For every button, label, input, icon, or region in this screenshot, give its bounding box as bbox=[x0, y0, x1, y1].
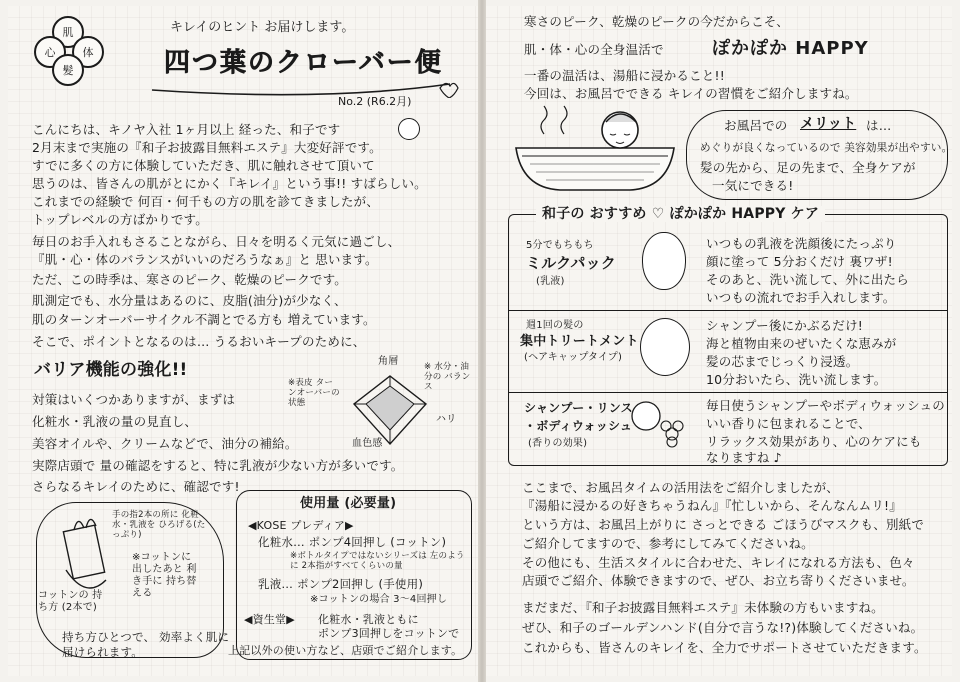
barrier-line: さらなるキレイのために、確認です! bbox=[32, 479, 240, 494]
clover-leaf-skin: 肌 bbox=[52, 16, 84, 48]
diagram-label-top: 角層 bbox=[378, 356, 399, 367]
issue-number: No.2 (R6.2月) bbox=[338, 95, 412, 108]
flower-bottle-icon bbox=[624, 396, 694, 458]
intro-line: 『肌・心・体のバランスがいいのだろうなぁ』と 思います。 bbox=[32, 252, 378, 267]
rec-name-milk-pack: ミルクパック bbox=[526, 254, 617, 272]
closing-line: ご紹介してますので、参考にしてみてくださいね。 bbox=[522, 536, 814, 551]
rec-kicker-shampoo: シャンプー・リンス bbox=[524, 401, 633, 415]
header-subtitle: キレイのヒント お届けします。 bbox=[170, 20, 355, 35]
merit-heading-suffix: は… bbox=[866, 118, 892, 133]
rec-sub: (ヘアキャップタイプ) bbox=[524, 352, 623, 363]
rec-desc: いつもの乳液を洗顔後にたっぷり bbox=[706, 236, 897, 251]
rec-desc: 髪の芯までじっくり浸透。 bbox=[706, 354, 859, 369]
intro-line: 2月末まで実施の『和子お披露目無料エステ』大変好評です。 bbox=[32, 140, 382, 155]
face-mask-icon bbox=[642, 232, 686, 290]
diagram-label-right: ハリ bbox=[436, 414, 457, 425]
intro-line: これまでの経験で 何百・何千もの方の肌を診てきましたが、 bbox=[32, 194, 380, 209]
bathtub-illustration-icon bbox=[510, 104, 680, 196]
usage-heading: 使用量 (必要量) bbox=[300, 496, 397, 511]
usage-line-shiseido: 化粧水・乳液ともに bbox=[318, 613, 419, 626]
merit-item-2: 髪の先から、足の先まで、全身ケアが bbox=[700, 160, 916, 175]
intro-line: ただ、この時季は、寒さのピーク、乾燥のピークです。 bbox=[32, 272, 348, 287]
rec-divider bbox=[508, 310, 948, 311]
title-swoosh-icon bbox=[150, 76, 460, 98]
hand-note-3: コットンの 持ち方 (2本で) bbox=[38, 590, 103, 613]
rec-desc: 毎日使うシャンプーやボディウォッシュの bbox=[706, 398, 945, 413]
intro-line: 肌のターンオーバーサイクル不調とでる方も 増えています。 bbox=[32, 312, 376, 327]
hand-note-4: 持ち方ひとつで、 効率よく肌に届けられます。 bbox=[62, 630, 230, 659]
usage-line-lotion-note: ※ボトルタイプではないシリーズは 左のように 2本指がすべてくらいの量 bbox=[290, 551, 465, 571]
closing-line: 店頭でご紹介、体験できますので、ぜひ、お立ち寄りくださいませ。 bbox=[522, 573, 915, 588]
clover-logo bbox=[34, 16, 106, 88]
barrier-line: 化粧水・乳液の量の見直し、 bbox=[32, 414, 198, 429]
rec-desc: 顔に塗って 5分おくだけ 裏ワザ! bbox=[706, 254, 893, 269]
usage-brand-kose: ◀KOSE プレディア▶ bbox=[248, 519, 354, 532]
happy-heading: ぽかぽか HAPPY bbox=[712, 38, 869, 59]
rec-kicker: 5分でもちもち bbox=[526, 240, 594, 251]
diagram-label-left: ※表皮 ターンオーバーの 状態 bbox=[288, 378, 340, 408]
usage-footer: 上記以外の使い方など、店頭でご紹介します。 bbox=[228, 644, 463, 657]
right-intro-line: 肌・体・心の全身温活で bbox=[524, 42, 664, 57]
intro-line: トップレベルの方ばかりです。 bbox=[32, 212, 208, 227]
rec-kicker: 週1回の髪の bbox=[526, 320, 584, 331]
intro-line: 肌測定でも、水分量はあるのに、皮脂(油分)が少なく、 bbox=[32, 293, 347, 308]
clover-leaf-hair: 髪 bbox=[52, 54, 84, 86]
intro-line: すでに多くの方に体験していただき、肌に触れさせて頂いて bbox=[32, 158, 375, 173]
rec-desc: いつもの流れでお手入れします。 bbox=[706, 290, 896, 305]
merit-item-1: めぐりが良くなっているので 美容効果が出やすい。 bbox=[700, 141, 953, 154]
closing-line: ここまで、お風呂タイムの活用法をご紹介しましたが、 bbox=[522, 480, 840, 495]
page-fold bbox=[478, 0, 486, 682]
usage-line-milk-note: ※コットンの場合 3〜4回押し bbox=[310, 594, 448, 605]
usage-line-milk: 乳液… ポンプ2回押し (手使用) bbox=[258, 577, 423, 591]
rec-desc: いい香りに包まれることで、 bbox=[706, 416, 871, 431]
merit-heading: メリット bbox=[800, 116, 857, 132]
closing-line: まだまだ、『和子お披露目無料エステ』未体験の方もいますね。 bbox=[522, 600, 884, 615]
diagram-label-bottom: 血色感 bbox=[352, 438, 383, 449]
closing-line: これからも、皆さんのキレイを、全力でサポートさせていただきます。 bbox=[522, 640, 927, 655]
usage-line-lotion: 化粧水… ポンプ4回押し (コットン) bbox=[258, 535, 447, 549]
rec-sub: (香りの効果) bbox=[528, 438, 588, 449]
right-intro-line: 寒さのピーク、乾燥のピークの今だからこそ、 bbox=[524, 14, 789, 29]
newsletter-title: 四つ葉のクローバー便 bbox=[164, 48, 443, 78]
recommend-heading: 和子の おすすめ ♡ ぽかぽか HAPPY ケア bbox=[536, 206, 825, 222]
rec-desc: シャンプー後にかぶるだけ! bbox=[706, 318, 863, 333]
rec-sub: (乳液) bbox=[536, 276, 565, 287]
clover-leaf-heart: 心 bbox=[34, 36, 66, 68]
barrier-line: 対策はいくつかありますが、まずは bbox=[32, 392, 236, 407]
hand-note-1: 手の指2本の所に 化粧水・乳液を ひろげる(たっぷり) bbox=[112, 510, 206, 540]
intro-line: 思うのは、皆さんの肌がとにかく『キレイ』という事!! すばらしい。 bbox=[32, 176, 427, 191]
closing-line: という方は、お風呂上がりに さっとできる ごほうびマスクも、別紙で bbox=[522, 517, 925, 532]
barrier-heading: バリア機能の強化!! bbox=[34, 360, 188, 380]
merit-item-2b: 一気にできる! bbox=[712, 178, 794, 193]
rec-desc: なりますね ♪ bbox=[706, 450, 782, 465]
rec-desc: 10分おいたら、洗い流します。 bbox=[706, 372, 887, 387]
rec-name-body-wash: ・ボディウォッシュ bbox=[524, 419, 633, 433]
kazuko-face-icon bbox=[398, 118, 420, 140]
barrier-line: 実際店頭で 量の確認をすると、特に乳液が少ない方が多いです。 bbox=[32, 458, 404, 473]
closing-line: その他にも、生活スタイルに合わせた、キレイになれる方法も、色々 bbox=[522, 555, 915, 570]
closing-line: ぜひ、和子のゴールデンハンド(自分で言うな!?)体験してくださいね。 bbox=[522, 620, 924, 635]
intro-line: そこで、ポイントとなるのは… うるおいキープのために、 bbox=[32, 334, 366, 349]
intro-line: こんにちは、キノヤ入社 1ヶ月以上 経った、和子です bbox=[32, 122, 341, 137]
rec-divider bbox=[508, 392, 948, 393]
hand-note-2: ※コットンに 出したあと 利き手に 持ち替える bbox=[132, 552, 197, 599]
rec-desc: そのあと、洗い流して、外に出たら bbox=[706, 272, 909, 287]
usage-line-shiseido-2: ポンプ3回押しをコットンで bbox=[318, 627, 460, 640]
barrier-line: 美容オイルや、クリームなどで、油分の補給。 bbox=[32, 436, 298, 451]
rec-name-treatment: 集中トリートメント bbox=[520, 334, 639, 349]
rec-desc: リラックス効果があり、心のケアにも bbox=[706, 434, 922, 449]
right-intro-line: 一番の温活は、湯船に浸かること!! bbox=[524, 68, 725, 83]
right-intro-line: 今回は、お風呂でできる キレイの習慣をご紹介しますね。 bbox=[524, 86, 858, 101]
merit-heading-prefix: お風呂での bbox=[724, 118, 788, 133]
hair-cap-face-icon bbox=[640, 318, 690, 376]
closing-line: 『湯船に浸かるの好きちゃうねん』『忙しいから、そんなんムリ!』 bbox=[522, 498, 902, 513]
rec-desc: 海と植物由来のぜいたくな恵みが bbox=[706, 336, 897, 351]
diagram-label-top-right: ※ 水分・油分の バランス bbox=[424, 362, 471, 392]
intro-line: 毎日のお手入れもさることながら、日々を明るく元気に過ごし、 bbox=[32, 234, 401, 249]
usage-brand-shiseido: ◀資生堂▶ bbox=[244, 613, 295, 626]
clover-leaf-body: 体 bbox=[72, 36, 104, 68]
